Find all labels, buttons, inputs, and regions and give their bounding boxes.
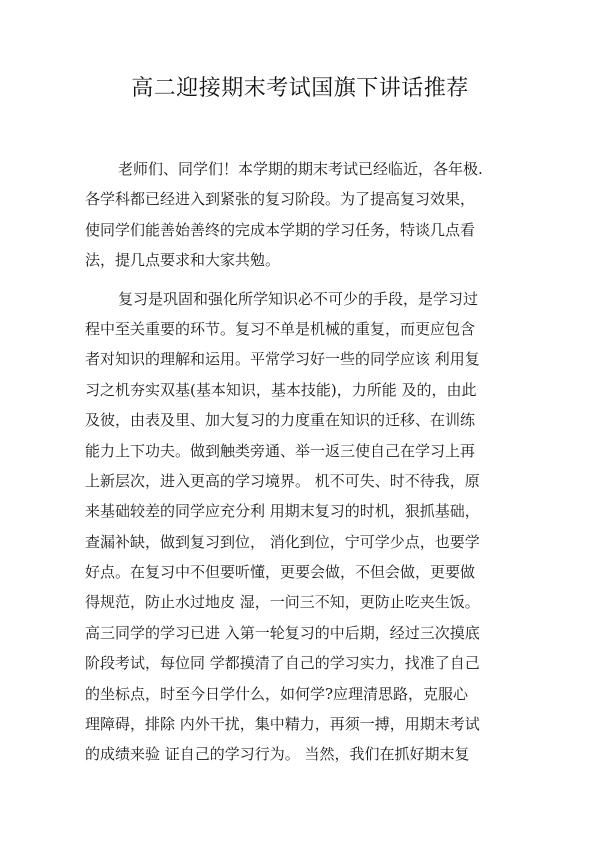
paragraph-line: 各学科都已经进入到紧张的复习阶段。为了提高复习效果， [85, 190, 476, 209]
paragraph-line: 理障碍，排除 内外干扰，集中精力，再须一搏，用期末考试 [85, 715, 480, 734]
paragraph-1 [85, 154, 515, 276]
paragraph-line: 得规范，防止水过地皮 湿，一问三不知，更防止吃夹生饭。 [85, 593, 480, 612]
paragraph-line: 老师们、同学们！本学期的期末考试已经临近，各年极. [118, 160, 483, 178]
paragraph-line: 复习是巩固和强化所学知识必不可少的手段，是学习过 [118, 289, 479, 308]
paragraph-2 [85, 284, 515, 770]
paragraph-line: 程中至关重要的环节。复习不单是机械的重复，而更应包含 [85, 319, 476, 338]
paragraph-line: 习之机夯实双基(基本知识，基本技能)，力所能 及的，由此 [85, 380, 477, 399]
paragraph-line: 好点。在复习中不但要听懂，更要会做，不但会做，更要做 [85, 563, 476, 582]
paragraph-line: 的坐标点，时至今日学什么，如何学?应理清思路，克服心 [85, 684, 469, 703]
paragraph-line: 上新层次，进入更高的学习境界。 机不可失、时不待我，原 [85, 471, 480, 490]
paragraph-line: 法，提几点要求和大家共勉。 [85, 251, 281, 270]
page-title: 高二迎接期末考试国旗下讲话推荐 [131, 76, 469, 101]
paragraph-line: 能力上下功夫。做到触类旁通、举一返三使自己在学习上再 [85, 441, 476, 460]
paragraph-line: 查漏补缺，做到复习到位， 消化到位，宁可学少点，也要学 [85, 532, 480, 551]
paragraph-line: 及彼，由表及里、加大复习的力度重在知识的迁移、在训练 [85, 411, 476, 430]
paragraph-line: 阶段考试，每位同 学都摸清了自己的学习实力，找准了自己 [85, 654, 480, 673]
paragraph-line: 的成绩来验 证自己的学习行为。 当然，我们在抓好期末复 [85, 745, 470, 764]
paragraph-line: 使同学们能善始善终的完成本学期的学习任务，特谈几点看 [85, 220, 476, 239]
paragraph-line: 来基础较差的同学应充分利 用期末复习的时机，狠抓基础， [85, 502, 480, 521]
paragraph-line: 者对知识的理解和运用。平常学习好一些的同学应该 利用复 [85, 350, 480, 369]
document-body [85, 154, 515, 778]
paragraph-line: 高三同学的学习已进 入第一轮复习的中后期，经过三次摸底 [85, 623, 480, 642]
